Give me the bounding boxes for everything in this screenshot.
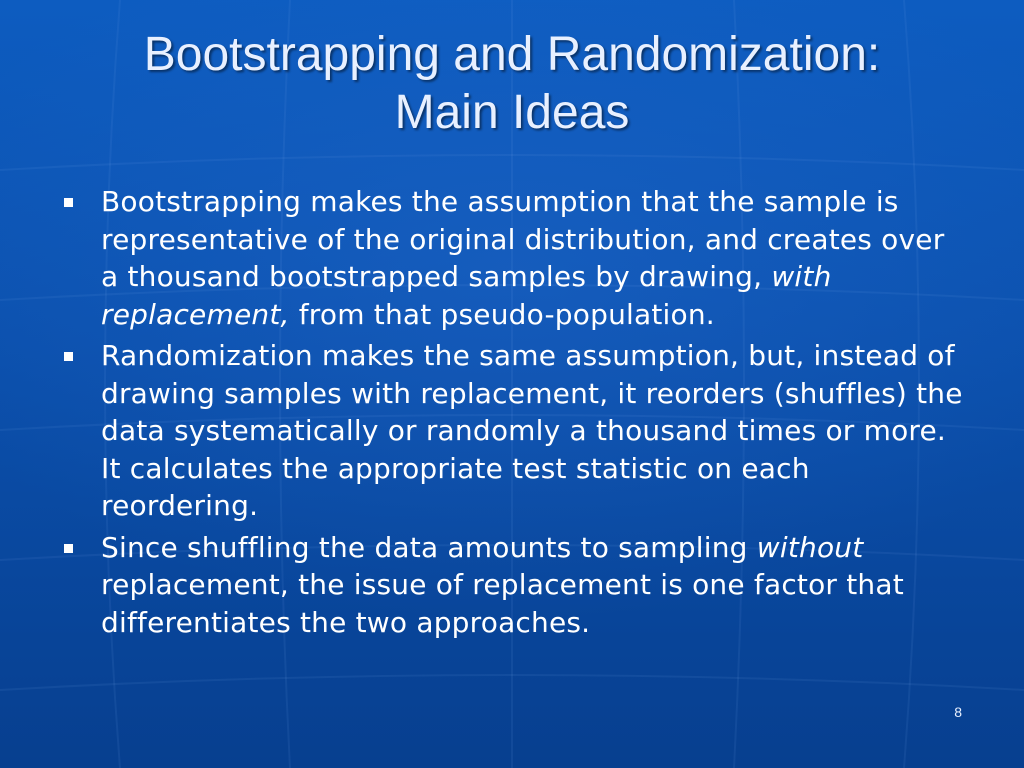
bullet-item-bootstrapping <box>60 183 965 333</box>
slide-title-line-2: Main Ideas <box>394 86 630 139</box>
bullet-item-randomization <box>60 337 965 525</box>
square-bullet-icon <box>64 352 73 361</box>
bullet-text-italic: with replacement, <box>101 260 832 331</box>
square-bullet-icon <box>64 544 73 553</box>
bullet-text-segment: replacement, the issue of replacement is one factor that differentiates the two approaches. <box>101 568 904 639</box>
square-bullet-icon <box>64 198 73 207</box>
bullet-text-segment: Since shuffling the data amounts to sampling <box>101 530 757 564</box>
bullet-text-italic: without <box>756 530 864 564</box>
bullet-text-segment: from that pseudo-population. <box>289 297 715 331</box>
slide-title <box>40 26 984 142</box>
bullet-list <box>60 183 965 645</box>
page-number: 8 <box>954 704 962 720</box>
slide-title-line-1: Bootstrapping and Randomization: <box>143 28 881 81</box>
bullet-text-segment: Bootstrapping makes the assumption that the sample is representative of the original distribution, and creates over a thousand bootstrapped samples by drawing, <box>101 185 945 293</box>
bullet-item-shuffling <box>60 529 965 642</box>
bullet-text: Randomization makes the same assumption, but, instead of drawing samples with replacement, it reorders (shuffles) the data systematically or randomly a thousand times or more. It calculates the appropriate test statistic on each reordering. <box>101 339 963 522</box>
